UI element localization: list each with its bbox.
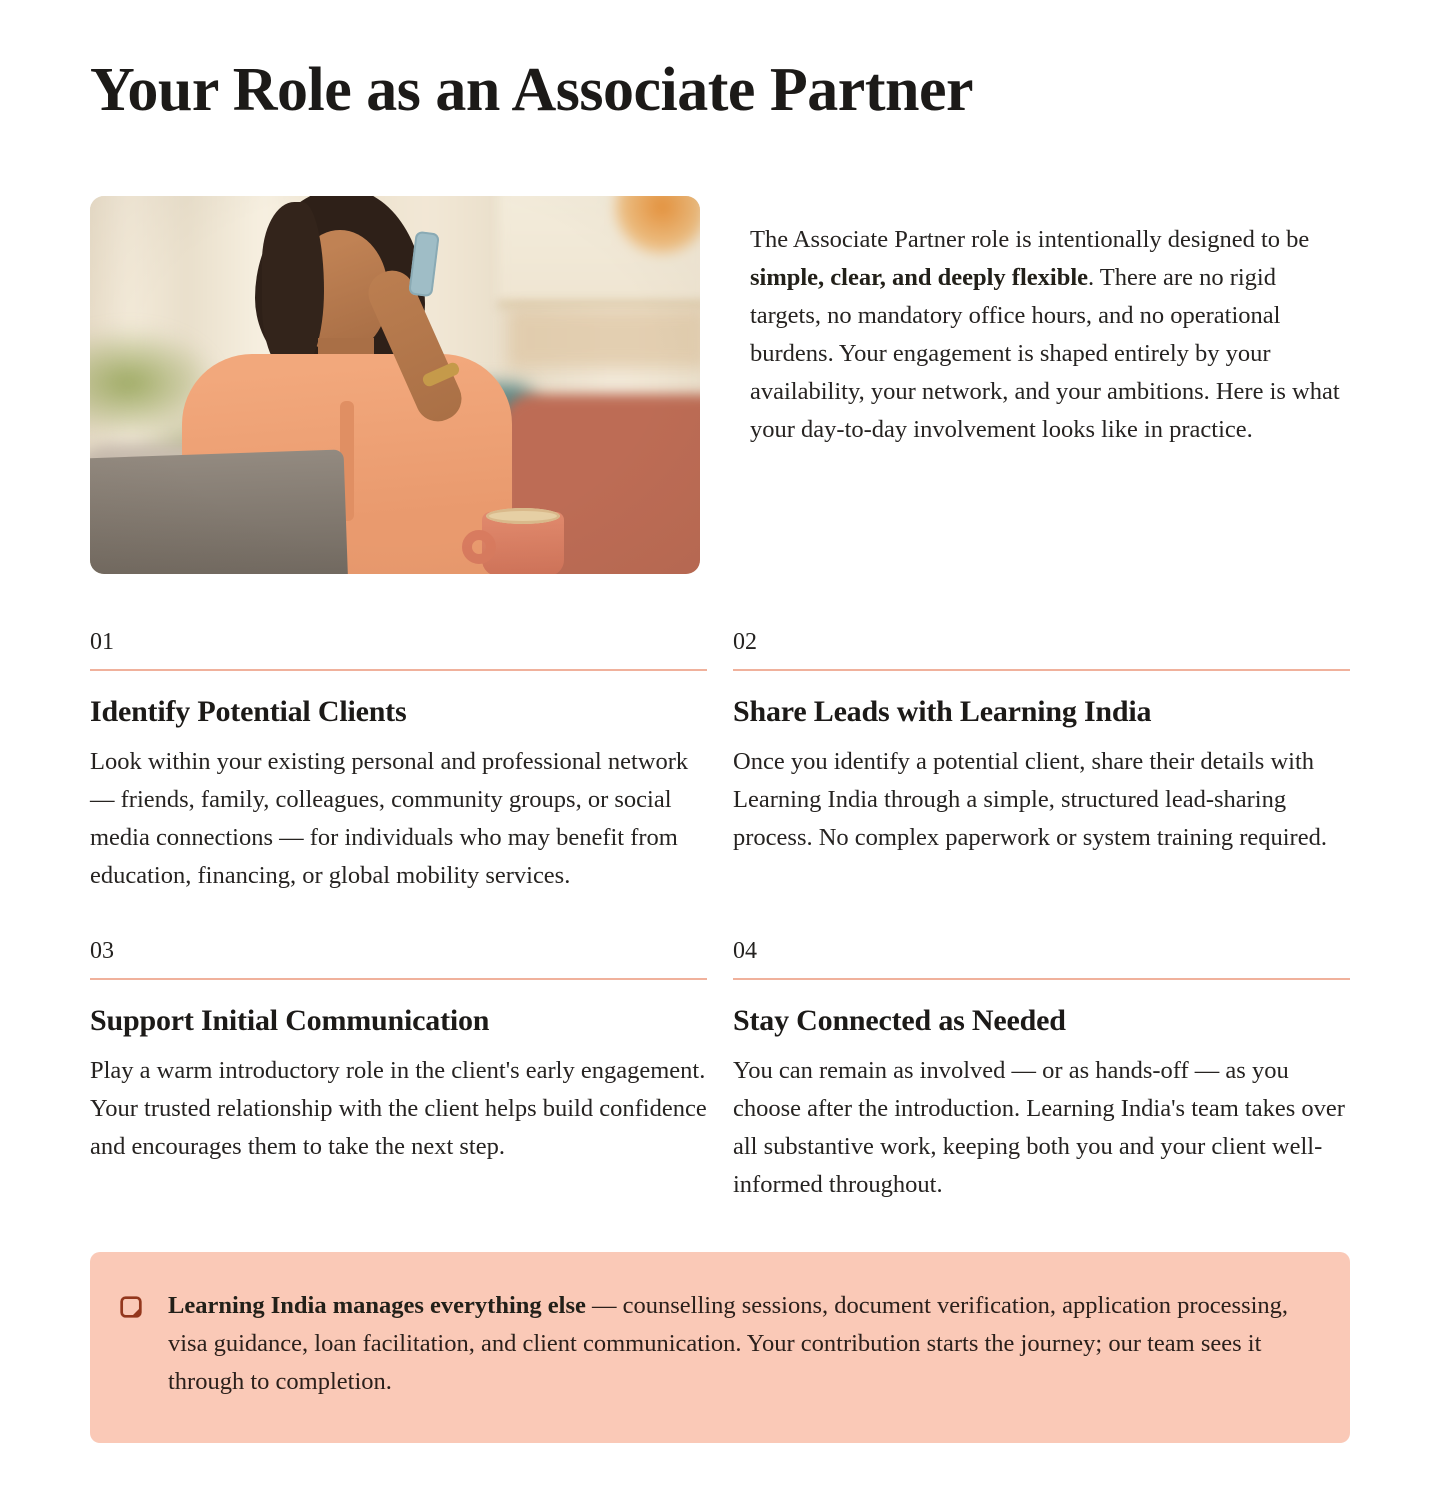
step-divider bbox=[90, 669, 707, 671]
step-title: Share Leads with Learning India bbox=[733, 695, 1152, 729]
sticky-note-icon bbox=[118, 1294, 144, 1325]
page-title: Your Role as an Associate Partner bbox=[90, 56, 973, 124]
steps-grid bbox=[90, 630, 1350, 1204]
step-number: 03 bbox=[90, 938, 114, 965]
step-title: Stay Connected as Needed bbox=[733, 1004, 1066, 1038]
step-divider bbox=[90, 978, 707, 980]
hero-row bbox=[90, 196, 1350, 574]
callout-text bbox=[168, 1287, 1306, 1401]
step-identify-clients bbox=[90, 630, 707, 895]
step-title: Support Initial Communication bbox=[90, 1004, 490, 1038]
photo-vignette bbox=[90, 196, 700, 574]
step-number: 02 bbox=[733, 629, 757, 656]
step-divider bbox=[733, 669, 1350, 671]
intro-paragraph bbox=[750, 221, 1350, 550]
step-body: Once you identify a potential client, share their details with Learning India through a simple, structured lead-sharing process. No complex paperwork or system training required. bbox=[733, 748, 1327, 852]
step-support-communication bbox=[90, 939, 707, 1204]
partner-photo bbox=[90, 196, 700, 574]
step-share-leads bbox=[733, 630, 1350, 895]
step-number: 01 bbox=[90, 629, 114, 656]
callout-bold: Learning India manages everything else bbox=[168, 1292, 586, 1320]
step-body: Look within your existing personal and professional network — friends, family, colleagues, community groups, or social media connections — for individuals who may benefit from education, financing, or global mobility services. bbox=[90, 748, 689, 890]
step-body: Play a warm introductory role in the client's early engagement. Your trusted relationship with the client helps build confidence and encourages them to take the next step. bbox=[90, 1057, 707, 1161]
callout-note bbox=[90, 1252, 1350, 1443]
step-divider bbox=[733, 978, 1350, 980]
intro-lead: The Associate Partner role is intentionally designed to be bbox=[750, 225, 1310, 253]
intro-bold: simple, clear, and deeply flexible bbox=[750, 263, 1088, 291]
step-body: You can remain as involved — or as hands-off — as you choose after the introduction. Learning India's team takes over all substantive work, keeping both you and your client well-informed throughout. bbox=[733, 1057, 1345, 1199]
step-number: 04 bbox=[733, 938, 757, 965]
step-title: Identify Potential Clients bbox=[90, 695, 407, 729]
step-stay-connected bbox=[733, 939, 1350, 1204]
intro-rest: . There are no rigid targets, no mandatory office hours, and no operational burdens. Your engagement is shaped entirely by your availability, your network, and your ambitions. Here is what your day-to-day involvement looks like in practice. bbox=[750, 263, 1340, 443]
callout-rest: — counselling sessions, document verification, application processing, visa guidance, loan facilitation, and client communication. Your contribution starts the journey; our team sees it through to completion. bbox=[168, 1292, 1289, 1396]
